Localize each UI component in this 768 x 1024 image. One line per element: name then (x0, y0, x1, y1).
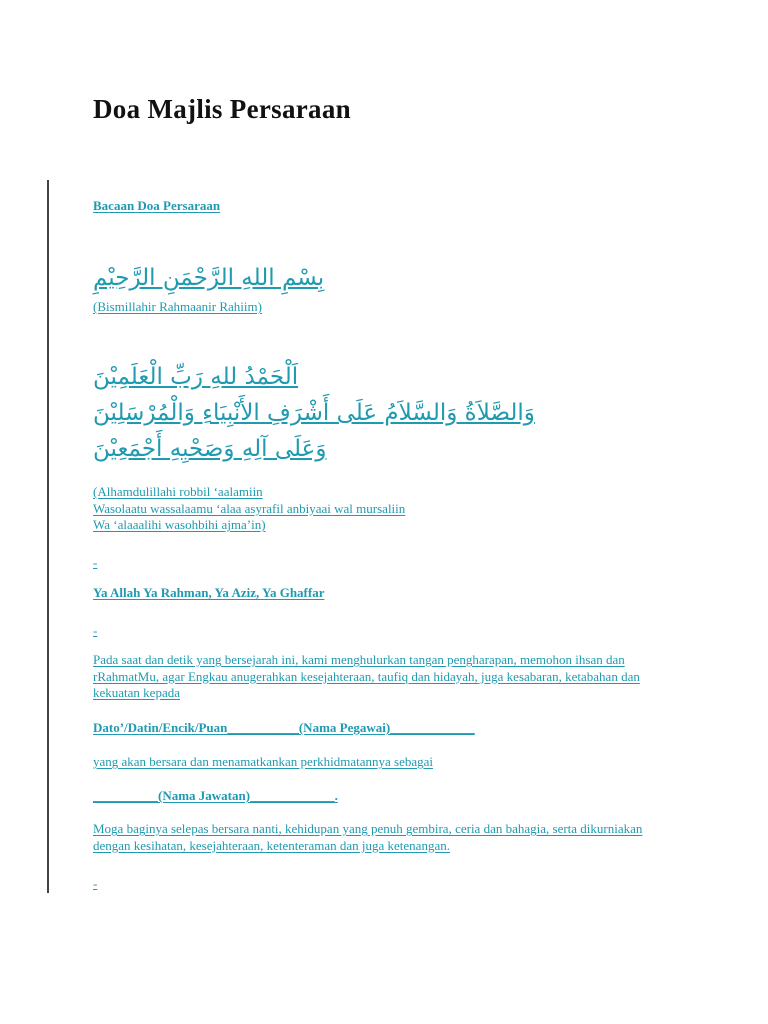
separator-1[interactable]: - (93, 555, 98, 570)
bismillah-arabic[interactable]: بِسْمِ اللهِ الرَّحْمَنِ الرَّحِيْمِ (93, 265, 325, 291)
page-title: Doa Majlis Persaraan (93, 94, 351, 124)
paragraph-3[interactable]: Moga baginya selepas bersara nanti, kehidupan yang penuh gembira, ceria dan bahagia, serta dikurniakan dengan kesihatan, kesejahteraan, ketenteraman dan juga ketenangan. (93, 821, 643, 853)
paragraph-2[interactable]: yang akan bersara dan menamatkankan perkhidmatannya sebagai (93, 754, 434, 769)
invocation-heading[interactable]: Ya Allah Ya Rahman, Ya Aziz, Ya Ghaffar (93, 585, 325, 600)
opening-transliteration-line-1[interactable]: (Alhamdulillahi robbil ‘aalamiin (93, 484, 263, 499)
opening-transliteration-line-3[interactable]: Wa ‘alaaalihi wasohbihi ajma’in) (93, 517, 266, 532)
bismillah-transliteration[interactable]: (Bismillahir Rahmaanir Rahiim) (93, 299, 262, 314)
opening-arabic-line-2[interactable]: وَالصَّلاَةُ وَالسَّلاَمُ عَلَى أَشْرَفِ الأَنْبِيَاءِ وَالْمُرْسَلِيْنَ (93, 400, 535, 426)
subtitle-link[interactable]: Bacaan Doa Persaraan (93, 198, 221, 213)
separator-2[interactable]: - (93, 623, 98, 638)
opening-arabic-line-3[interactable]: وَعَلَى آلِهِ وَصَحْبِهِ أَجْمَعِيْنَ (93, 436, 327, 462)
margin-rule (47, 180, 49, 893)
opening-transliteration-line-2[interactable]: Wasolaatu wassalaamu ‘alaa asyrafil anbiyaai wal mursaliin (93, 501, 406, 516)
opening-arabic-line-1[interactable]: اَلْحَمْدُ للهِ رَبِّ الْعَلَمِيْنَ (93, 364, 299, 390)
paragraph-1[interactable]: Pada saat dan detik yang bersejarah ini, kami menghulurkan tangan pengharapan, memohon ihsan dan rRahmatMu, agar Engkau anugerahkan kesejahteraan, taufiq dan hidayah, juga kesabaran, ketabahan dan kekuatan kepada (93, 652, 640, 700)
separator-3[interactable]: - (93, 876, 98, 891)
recipient-line[interactable]: Dato’/Datin/Encik/Puan___________(Nama Pegawai)_____________ (93, 720, 475, 735)
position-line[interactable]: __________(Nama Jawatan)_____________. (93, 788, 338, 803)
